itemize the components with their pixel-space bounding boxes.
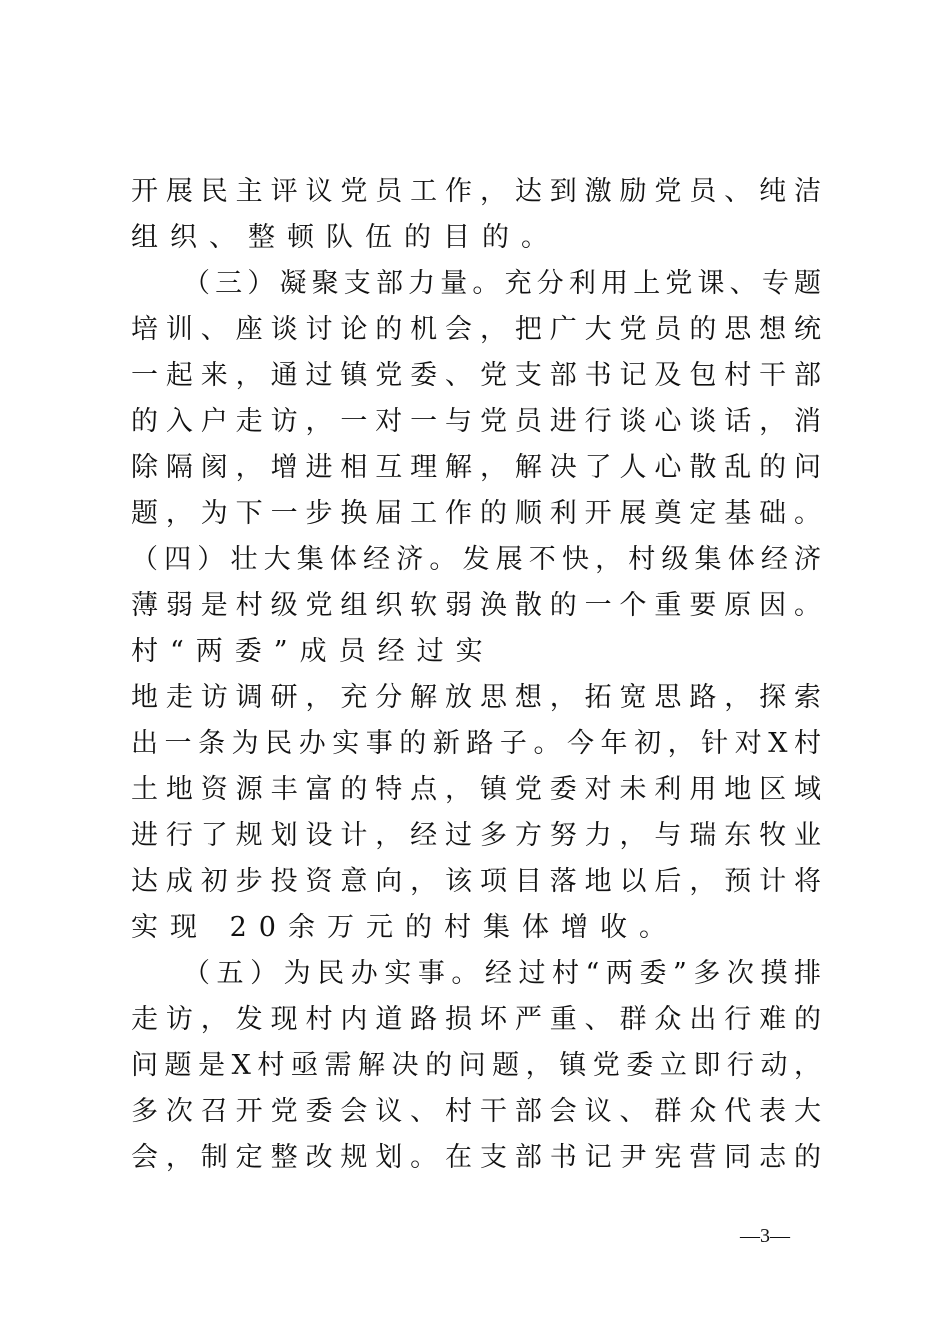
text-line-2: 组织、整顿队伍的目的。 [131, 222, 560, 253]
text-line-10: 薄弱是村级党组织软弱涣散的一个重要原因。 [131, 590, 821, 621]
page-number: —3— [740, 1225, 790, 1247]
text-line-8: 题，为下一步换届工作的顺利开展奠定基础。 [131, 498, 821, 529]
text-line-12: 地走访调研，充分解放思想，拓宽思路，探索 [131, 682, 821, 713]
text-line-6: 的入户走访，一对一与党员进行谈心谈话，消 [131, 406, 821, 437]
text-line-11: 村“两委”成员经过实 [131, 636, 495, 667]
text-line-9: （四）壮大集体经济。发展不快，村级集体经济 [131, 544, 821, 575]
text-line-5: 一起来，通过镇党委、党支部书记及包村干部 [131, 360, 821, 391]
text-line-16: 达成初步投资意向，该项目落地以后，预计将 [131, 866, 821, 897]
text-line-17: 实现 20余万元的村集体增收。 [131, 912, 678, 943]
text-line-3: （三）凝聚支部力量。充分利用上党课、专题 [183, 268, 821, 299]
text-line-13: 出一条为民办实事的新路子。今年初，针对X村 [131, 728, 821, 759]
text-line-15: 进行了规划设计，经过多方努力，与瑞东牧业 [131, 820, 821, 851]
text-line-21: 多次召开党委会议、村干部会议、群众代表大 [131, 1096, 821, 1127]
text-line-1: 开展民主评议党员工作，达到激励党员、纯洁 [131, 176, 821, 207]
text-line-4: 培训、座谈讨论的机会，把广大党员的思想统 [131, 314, 821, 345]
text-line-19: 走访，发现村内道路损坏严重、群众出行难的 [131, 1004, 821, 1035]
text-line-20: 问题是X村亟需解决的问题，镇党委立即行动， [131, 1050, 821, 1081]
text-line-14: 土地资源丰富的特点，镇党委对未利用地区域 [131, 774, 821, 805]
text-line-7: 除隔阂，增进相互理解，解决了人心散乱的问 [131, 452, 821, 483]
text-line-22: 会，制定整改规划。在支部书记尹宪营同志的 [131, 1142, 821, 1173]
text-line-18: （五）为民办实事。经过村“两委”多次摸排 [183, 958, 821, 989]
